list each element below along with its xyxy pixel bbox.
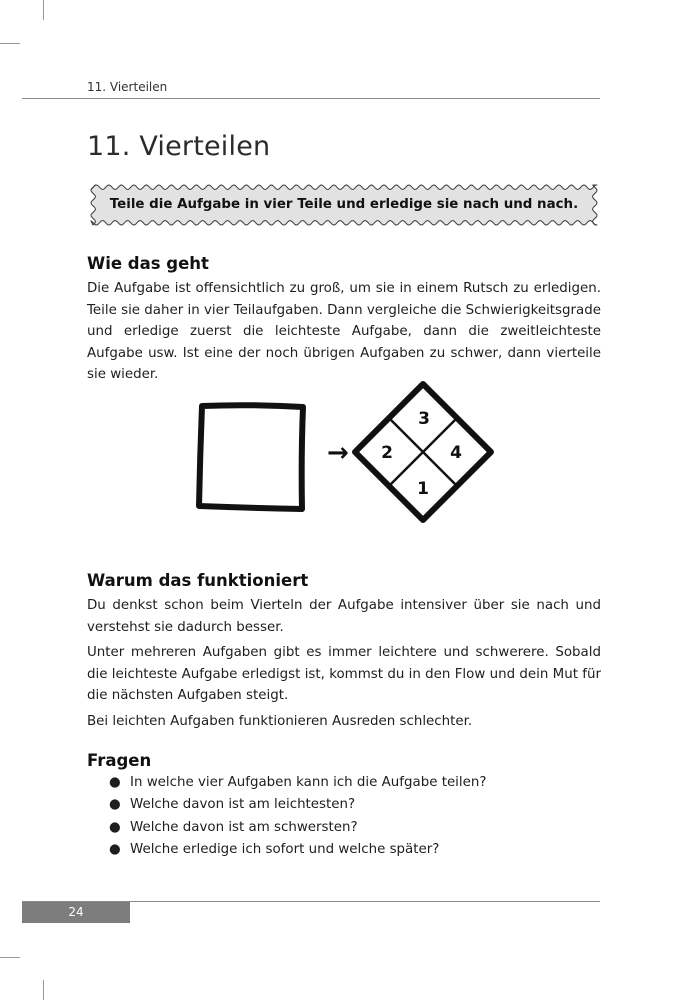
crop-mark-bottom — [43, 980, 44, 1000]
question-list — [87, 772, 601, 862]
whole-task-square — [199, 405, 303, 509]
crop-mark-bottom-left — [0, 957, 20, 958]
section-heading: Warum das funktioniert — [87, 571, 309, 590]
list-item-text: Welche erledige ich sofort und welche später? — [130, 842, 440, 858]
quadrant-number-4: 4 — [450, 443, 462, 463]
list-item — [87, 772, 601, 794]
list-item — [87, 839, 601, 861]
bullet-icon: ● — [109, 842, 121, 858]
quadrant-number-3: 3 — [418, 409, 430, 429]
section-questions — [87, 751, 601, 862]
list-item-text: Welche davon ist am schwersten? — [130, 819, 358, 835]
list-item-text: In welche vier Aufgaben kann ich die Aufgabe teilen? — [130, 775, 487, 790]
callout-text: Teile die Aufgabe in vier Teile und erledige sie nach und nach. — [109, 197, 579, 212]
list-item — [87, 794, 601, 816]
section-heading: Wie das geht — [87, 254, 209, 273]
section-why-it-works — [87, 571, 601, 733]
chapter-title: 11. Vierteilen — [87, 131, 271, 162]
bullet-icon: ● — [109, 775, 121, 790]
arrow-icon: → — [327, 438, 349, 468]
quartering-diagram — [190, 376, 510, 536]
page-number: 24 — [22, 902, 130, 923]
crop-mark-top-left — [0, 43, 20, 44]
list-item-text: Welche davon ist am leichtesten? — [130, 797, 356, 813]
list-item — [87, 817, 601, 839]
quadrant-number-1: 1 — [417, 479, 429, 499]
section-paragraph: Die Aufgabe ist offensichtlich zu groß, um sie in einem Rutsch zu erledigen. Teile sie daher in vier Teilaufgaben. Dann vergleiche die Schwierigkeitsgrade und erledige zuerst die leichteste Aufgabe, dann die zweitleichteste Aufgabe usw. Ist eine der noch übrigen Aufgaben zu schwer, dann vierteile sie wieder. — [87, 281, 601, 383]
header-rule — [22, 98, 600, 99]
section-how-it-works — [87, 254, 601, 386]
section-paragraph: Bei leichten Aufgaben funktionieren Ausreden schlechter. — [87, 713, 473, 729]
running-head: 11. Vierteilen — [87, 80, 168, 94]
quadrant-number-2: 2 — [381, 443, 393, 463]
bullet-icon: ● — [109, 797, 121, 813]
bullet-icon: ● — [109, 819, 121, 835]
section-paragraph: Du denkst schon beim Vierteln der Aufgabe intensiver über sie nach und verstehst sie dadurch besser. — [87, 598, 601, 635]
section-heading: Fragen — [87, 751, 152, 770]
crop-mark-top — [43, 0, 44, 20]
section-paragraph: Unter mehreren Aufgaben gibt es immer leichtere und schwerere. Sobald die leichteste Aufgabe erledigst ist, kommst du in den Flow und dein Mut für die nächsten Aufgaben steigt. — [87, 645, 601, 704]
callout-box — [87, 181, 601, 229]
